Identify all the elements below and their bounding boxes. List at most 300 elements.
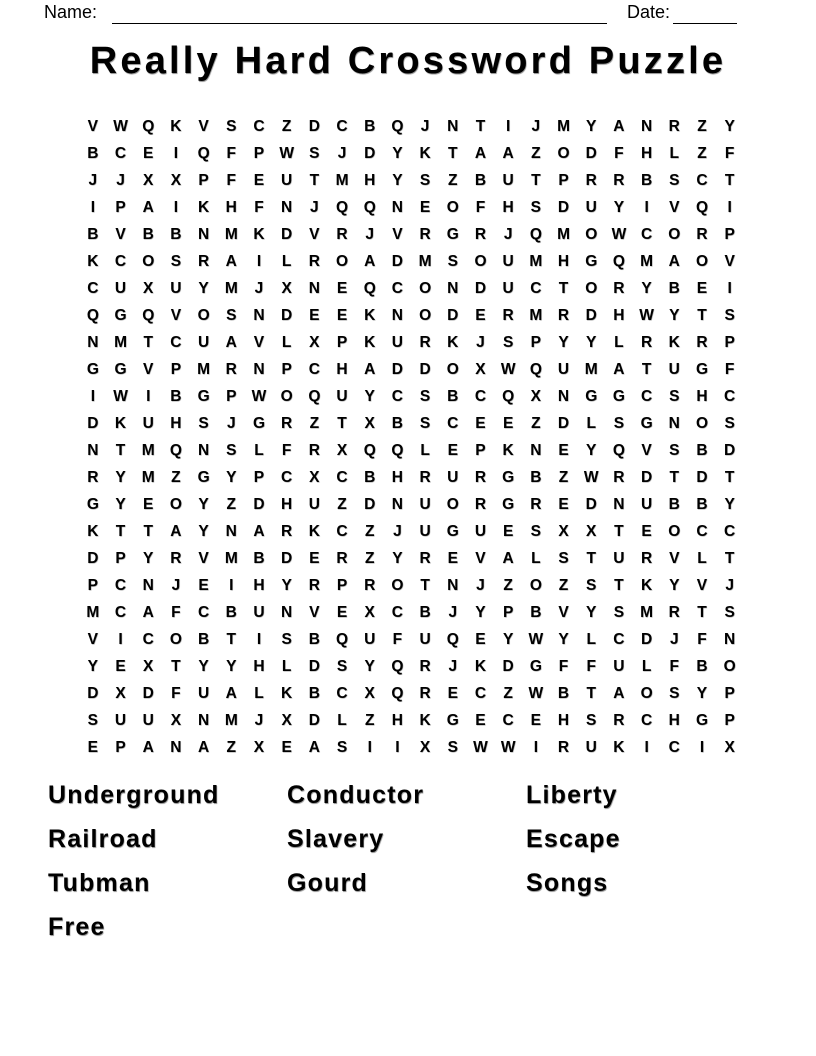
grid-letter: Z [364, 712, 375, 729]
grid-letter: W [528, 631, 544, 648]
grid-letter: H [253, 577, 265, 594]
grid-letter: D [364, 496, 376, 513]
grid-letter: S [724, 307, 735, 324]
grid-letter: C [640, 388, 653, 405]
grid-letter: X [530, 388, 542, 405]
grid-letter: P [336, 577, 348, 594]
grid-letter: W [113, 118, 128, 135]
grid-letter: E [336, 604, 348, 621]
grid-letter: G [640, 415, 653, 432]
grid-letter: C [696, 523, 708, 540]
grid-letter: N [281, 199, 293, 216]
grid-letter: T [697, 307, 707, 324]
grid-letter: D [87, 685, 99, 702]
grid-letter: O [446, 361, 459, 378]
grid-letter: K [502, 442, 514, 459]
grid-letter: T [724, 469, 735, 486]
grid-letter: L [669, 145, 680, 162]
grid-letter: E [143, 145, 154, 162]
grid-letter: R [364, 577, 376, 594]
grid-letter: U [197, 334, 210, 351]
grid-letter: A [197, 739, 210, 756]
grid-letter: L [281, 334, 292, 351]
grid-letter: M [529, 307, 543, 324]
grid-letter: K [613, 739, 625, 756]
grid-letter: R [336, 550, 348, 567]
grid-letter: C [336, 469, 348, 486]
grid-letter: Y [198, 523, 209, 540]
grid-letter: Y [226, 469, 237, 486]
grid-letter: Z [503, 577, 513, 594]
grid-letter: D [724, 442, 736, 459]
page-title: Really Hard Crossword Puzzle [89, 40, 727, 82]
grid-letter: N [640, 118, 653, 135]
grid-letter: V [669, 550, 680, 567]
grid-letter: E [198, 577, 209, 594]
grid-letter: K [447, 334, 459, 351]
grid-letter: E [419, 199, 431, 216]
grid-letter: E [143, 496, 154, 513]
grid-letter: M [529, 253, 543, 270]
grid-letter: L [281, 253, 292, 270]
grid-letter: S [226, 307, 237, 324]
grid-letter: E [530, 712, 542, 729]
grid-letter: E [336, 280, 348, 297]
grid-letter: E [87, 739, 99, 756]
grid-letter: K [87, 253, 99, 270]
grid-letter: Q [363, 280, 376, 297]
grid-letter: K [170, 118, 182, 135]
grid-letter: D [419, 361, 431, 378]
grid-letter: S [447, 253, 458, 270]
grid-letter: V [170, 307, 182, 324]
grid-letter: M [114, 334, 127, 351]
grid-letter: X [364, 604, 375, 621]
grid-letter: G [252, 415, 265, 432]
date-underline [673, 23, 737, 24]
grid-letter: K [474, 658, 487, 675]
grid-letter: T [226, 631, 237, 648]
grid-letter: V [87, 118, 99, 135]
grid-letter: A [253, 523, 265, 540]
grid-letter: D [391, 253, 403, 270]
grid-letter: R [308, 577, 320, 594]
grid-letter: Z [697, 118, 707, 135]
grid-letter: T [531, 172, 541, 189]
grid-letter: Q [529, 361, 542, 378]
grid-letter: U [253, 604, 265, 621]
grid-letter: M [224, 550, 238, 567]
grid-letter: O [142, 253, 155, 270]
grid-letter: L [254, 442, 264, 459]
grid-letter: E [558, 442, 569, 459]
grid-letter: N [253, 307, 265, 324]
grid-letter: D [640, 469, 653, 486]
word-search-grid [79, 113, 744, 761]
grid-letter: W [251, 388, 267, 405]
grid-letter: X [170, 712, 182, 729]
grid-letter: X [143, 658, 154, 675]
grid-letter: G [86, 496, 99, 513]
grid-letter: Q [529, 226, 542, 243]
grid-letter: S [336, 658, 348, 675]
grid-letter: O [695, 253, 708, 270]
grid-letter: U [364, 631, 376, 648]
grid-letter: W [113, 388, 128, 405]
grid-letter: J [420, 118, 430, 135]
grid-letter: G [585, 388, 598, 405]
grid-letter: X [475, 361, 486, 378]
grid-letter: K [364, 334, 376, 351]
grid-letter: R [419, 685, 431, 702]
grid-letter: T [724, 550, 735, 567]
grid-letter: R [308, 442, 320, 459]
grid-letter: X [170, 172, 182, 189]
grid-letter: G [86, 361, 99, 378]
grid-letter: O [169, 631, 182, 648]
grid-letter: T [115, 523, 126, 540]
grid-letter: R [281, 415, 293, 432]
grid-letter: M [141, 469, 155, 486]
grid-letter: G [446, 226, 459, 243]
grid-letter: B [668, 496, 680, 513]
grid-letter: C [668, 739, 680, 756]
grid-letter: H [253, 658, 265, 675]
grid-letter: D [87, 550, 99, 567]
grid-letter: T [337, 415, 347, 432]
grid-letter: R [585, 172, 597, 189]
grid-letter: Y [115, 496, 126, 513]
grid-letter: E [475, 712, 486, 729]
grid-letter: V [309, 226, 320, 243]
grid-letter: H [640, 145, 653, 162]
grid-letter: F [171, 604, 181, 621]
grid-letter: Z [531, 145, 541, 162]
grid-row [79, 410, 744, 437]
grid-letter: B [308, 631, 320, 648]
grid-letter: O [474, 253, 487, 270]
grid-letter: Z [697, 145, 707, 162]
grid-letter: B [197, 631, 210, 648]
grid-row [79, 167, 744, 194]
grid-letter: E [502, 523, 514, 540]
grid-letter: A [225, 253, 237, 270]
grid-letter: N [142, 577, 154, 594]
grid-letter: Q [391, 685, 404, 702]
grid-letter: B [170, 388, 182, 405]
grid-letter: E [447, 685, 458, 702]
grid-letter: A [613, 118, 625, 135]
grid-letter: F [586, 658, 596, 675]
grid-letter: T [586, 550, 596, 567]
grid-letter: G [446, 523, 459, 540]
grid-letter: U [640, 496, 653, 513]
grid-letter: C [613, 631, 625, 648]
grid-letter: O [446, 496, 459, 513]
grid-letter: Z [503, 685, 513, 702]
grid-letter: A [502, 550, 514, 567]
grid-letter: Y [724, 496, 735, 513]
grid-letter: Q [197, 145, 210, 162]
grid-letter: I [644, 739, 649, 756]
grid-letter: N [530, 442, 542, 459]
grid-letter: F [724, 145, 735, 162]
grid-letter: U [419, 631, 431, 648]
grid-letter: W [639, 307, 654, 324]
grid-row [79, 545, 744, 572]
grid-letter: Y [696, 685, 708, 702]
grid-letter: H [557, 253, 570, 270]
grid-letter: E [475, 415, 486, 432]
grid-letter: M [418, 253, 432, 270]
grid-letter: Z [531, 415, 541, 432]
grid-letter: V [198, 118, 209, 135]
grid-letter: I [395, 739, 400, 756]
grid-letter: A [364, 361, 376, 378]
grid-row [79, 248, 744, 275]
grid-letter: O [336, 253, 349, 270]
grid-letter: W [500, 361, 516, 378]
grid-letter: H [668, 712, 680, 729]
grid-row [79, 464, 744, 491]
grid-letter: S [419, 172, 431, 189]
grid-letter: S [724, 415, 735, 432]
grid-letter: M [335, 172, 349, 189]
grid-letter: C [336, 523, 348, 540]
grid-letter: J [337, 145, 347, 162]
grid-row [79, 626, 744, 653]
word-list-item: Escape [526, 825, 621, 853]
grid-letter: K [253, 226, 265, 243]
grid-letter: P [724, 226, 735, 243]
grid-letter: B [668, 280, 680, 297]
grid-letter: C [142, 631, 154, 648]
grid-letter: N [170, 739, 182, 756]
grid-letter: A [502, 145, 514, 162]
grid-letter: G [114, 361, 127, 378]
grid-letter: V [392, 226, 403, 243]
grid-letter: N [391, 496, 403, 513]
grid-letter: Z [309, 415, 320, 432]
grid-letter: O [529, 577, 542, 594]
grid-letter: T [586, 685, 596, 702]
grid-letter: A [225, 685, 237, 702]
grid-letter: M [224, 226, 238, 243]
grid-letter: D [391, 361, 403, 378]
grid-letter: X [281, 280, 292, 297]
grid-letter: U [613, 658, 625, 675]
grid-letter: K [419, 712, 431, 729]
grid-letter: N [668, 415, 680, 432]
name-label: Name: [44, 2, 98, 22]
grid-letter: O [169, 496, 182, 513]
grid-letter: R [613, 172, 625, 189]
grid-letter: P [336, 334, 348, 351]
grid-letter: O [723, 658, 736, 675]
grid-letter: Q [308, 388, 321, 405]
grid-letter: I [90, 388, 95, 405]
grid-letter: D [87, 415, 99, 432]
grid-letter: C [336, 118, 348, 135]
grid-letter: N [225, 523, 237, 540]
grid-letter: P [475, 442, 486, 459]
grid-letter: J [254, 712, 264, 729]
grid-letter: U [114, 280, 127, 297]
grid-row [79, 113, 744, 140]
grid-letter: N [447, 118, 459, 135]
word-list-item: Liberty [526, 781, 618, 809]
grid-letter: W [473, 739, 488, 756]
grid-letter: X [364, 685, 375, 702]
grid-letter: M [86, 604, 100, 621]
grid-letter: Y [502, 631, 514, 648]
grid-row [79, 302, 744, 329]
grid-letter: K [197, 199, 210, 216]
grid-letter: F [226, 172, 237, 189]
grid-letter: U [502, 253, 514, 270]
grid-letter: G [502, 469, 515, 486]
grid-letter: N [281, 604, 293, 621]
grid-letter: T [669, 469, 680, 486]
grid-letter: B [364, 118, 376, 135]
grid-letter: U [391, 334, 403, 351]
grid-letter: R [308, 253, 320, 270]
grid-letter: H [225, 199, 237, 216]
grid-row [79, 599, 744, 626]
grid-letter: X [364, 415, 375, 432]
grid-letter: Q [391, 442, 404, 459]
grid-letter: E [253, 172, 265, 189]
grid-letter: C [253, 118, 265, 135]
grid-letter: M [141, 442, 155, 459]
grid-letter: H [336, 361, 348, 378]
grid-letter: D [502, 658, 514, 675]
grid-letter: I [367, 739, 372, 756]
grid-row [79, 383, 744, 410]
grid-letter: J [476, 577, 485, 594]
grid-letter: R [696, 226, 708, 243]
grid-letter: Q [695, 199, 708, 216]
grid-letter: O [585, 280, 598, 297]
grid-letter: C [114, 145, 127, 162]
grid-letter: Y [198, 658, 209, 675]
grid-letter: D [640, 631, 653, 648]
grid-letter: P [115, 739, 126, 756]
grid-letter: Y [226, 658, 237, 675]
grid-letter: N [197, 442, 210, 459]
grid-letter: P [115, 550, 126, 567]
grid-letter: M [557, 118, 570, 135]
grid-letter: J [448, 604, 458, 621]
grid-letter: Y [641, 280, 652, 297]
grid-letter: Y [669, 577, 680, 594]
grid-letter: Q [391, 658, 404, 675]
word-list-item: Songs [526, 869, 609, 897]
grid-letter: H [391, 712, 403, 729]
grid-letter: G [612, 388, 625, 405]
grid-letter: J [669, 631, 679, 648]
grid-letter: U [336, 388, 348, 405]
grid-letter: R [668, 118, 680, 135]
grid-letter: Y [558, 631, 569, 648]
grid-letter: U [142, 712, 154, 729]
word-list-item: Slavery [287, 825, 385, 853]
grid-letter: C [391, 280, 403, 297]
grid-letter: Z [337, 496, 347, 513]
grid-letter: N [197, 226, 210, 243]
grid-letter: B [696, 496, 708, 513]
grid-letter: I [229, 577, 234, 594]
grid-letter: V [696, 577, 708, 594]
grid-letter: R [613, 712, 625, 729]
grid-letter: B [364, 469, 376, 486]
grid-letter: X [281, 712, 292, 729]
grid-letter: R [557, 307, 570, 324]
grid-letter: O [668, 226, 681, 243]
grid-letter: Y [613, 199, 625, 216]
grid-letter: P [724, 712, 735, 729]
grid-letter: Z [364, 523, 375, 540]
grid-letter: U [281, 172, 293, 189]
grid-letter: X [724, 739, 735, 756]
grid-letter: C [114, 604, 127, 621]
grid-letter: U [474, 523, 487, 540]
grid-letter: T [697, 604, 707, 621]
grid-letter: C [447, 415, 459, 432]
grid-letter: Z [558, 469, 569, 486]
grid-letter: E [502, 415, 514, 432]
grid-letter: B [640, 172, 653, 189]
grid-letter: T [614, 577, 624, 594]
grid-letter: Y [586, 442, 597, 459]
grid-letter: Z [364, 550, 375, 567]
grid-letter: C [530, 280, 542, 297]
grid-letter: T [420, 577, 430, 594]
grid-letter: N [253, 361, 265, 378]
grid-letter: U [585, 739, 597, 756]
grid-letter: O [585, 226, 598, 243]
grid-letter: F [254, 199, 264, 216]
grid-letter: R [225, 361, 237, 378]
grid-letter: L [586, 415, 596, 432]
grid-letter: H [613, 307, 625, 324]
grid-letter: K [364, 307, 376, 324]
grid-letter: K [87, 523, 99, 540]
grid-letter: Z [171, 469, 181, 486]
grid-letter: D [696, 469, 708, 486]
grid-letter: U [447, 469, 459, 486]
grid-letter: X [143, 280, 154, 297]
grid-letter: Z [226, 496, 237, 513]
grid-letter: Q [391, 118, 404, 135]
grid-letter: K [640, 577, 653, 594]
grid-letter: Y [392, 172, 403, 189]
grid-letter: Y [586, 334, 597, 351]
grid-letter: E [475, 631, 486, 648]
grid-letter: R [419, 226, 431, 243]
grid-letter: R [668, 604, 680, 621]
grid-letter: Y [87, 658, 99, 675]
grid-letter: Z [448, 172, 458, 189]
grid-row [79, 707, 744, 734]
grid-letter: W [500, 739, 516, 756]
grid-letter: I [256, 253, 262, 270]
word-list-item: Free [48, 913, 106, 941]
grid-letter: V [198, 550, 209, 567]
grid-letter: S [613, 415, 625, 432]
grid-letter: T [724, 172, 735, 189]
grid-letter: D [142, 685, 154, 702]
